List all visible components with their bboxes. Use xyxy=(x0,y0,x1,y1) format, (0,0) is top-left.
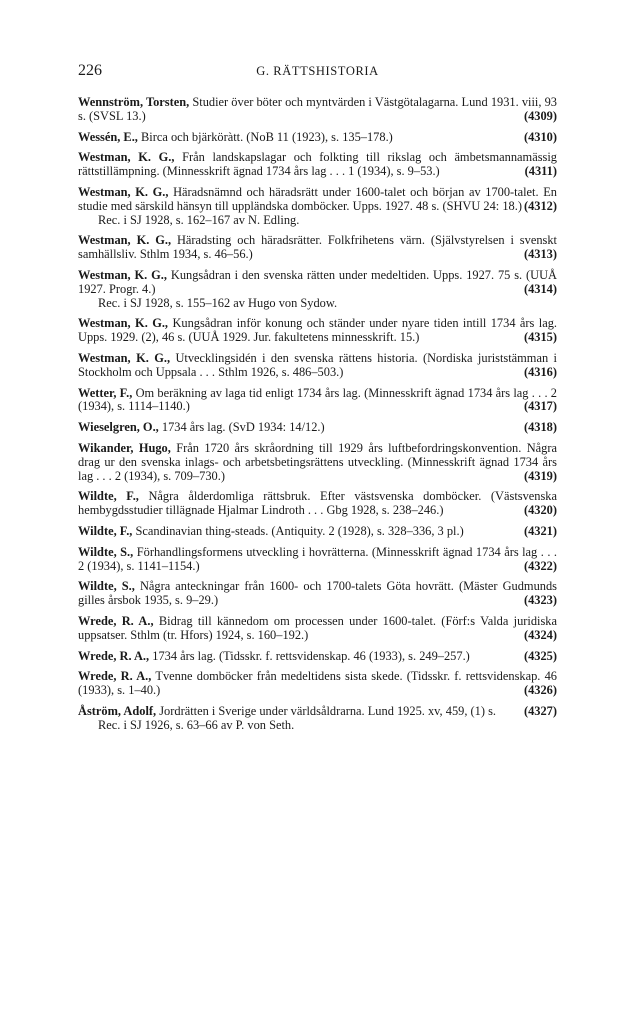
entry-text: Scandinavian thing-steads. (Antiquity. 2 (1928), s. 328–336, 3 pl.) xyxy=(135,523,464,538)
entry-text: 1734 års lag. (Tidsskr. f. rettsvidenskap. 46 (1933), s. 249–257.) xyxy=(152,648,470,663)
entry-author: Westman, K. G., xyxy=(78,233,172,248)
entry-author: Wildte, S., xyxy=(78,544,134,559)
bibliography-entry xyxy=(78,269,557,310)
entry-author: Wikander, Hugo, xyxy=(78,440,171,455)
entry-text: Från 1720 års skråordning till 1929 års luftbefordringskonvention. Några drag ur den svenska inlags- och arbetsbetingsrättens utveckling. (Minnesskrift ägnad 1734 års lag . . . 2 (1934), s. 709–730.) xyxy=(78,440,557,483)
entry-number: (4319) xyxy=(523,468,557,483)
bibliography-entry xyxy=(78,131,557,145)
entry-text: Om beräkning av laga tid enligt 1734 års lag. (Minnesskrift ägnad 1734 års lag . . . 2 (1934), s. 1114–1140.) xyxy=(78,385,557,414)
bibliography-entry xyxy=(78,186,557,227)
bibliography-entry xyxy=(78,442,557,483)
entry-text: Från landskapslagar och folkting till rikslag och ämbetsmannamässig rättstillämpning. (Minnesskrift ägnad 1734 års lag . . . 1 (1934), s. 9–53.) xyxy=(78,150,557,179)
entry-text: Studier över böter och myntvärden i Västgötalagarna. Lund 1931. viii, 93 s. (SVSL 13.) xyxy=(78,95,557,123)
entry-author: Åström, Adolf, xyxy=(78,703,157,718)
entry-number: (4321) xyxy=(523,523,557,538)
entry-author: Wennström, Torsten, xyxy=(78,95,190,109)
entry-number: (4314) xyxy=(523,281,557,296)
bibliography-entry xyxy=(78,421,557,435)
entry-author: Westman, K. G., xyxy=(78,150,175,165)
entry-author: Wrede, R. A., xyxy=(78,669,152,684)
entry-text: Bidrag till kännedom om processen under 1600-talet. (Förf:s Valda juridiska uppsatser. Sthlm (tr. Hfors) 1924, s. 160–192.) xyxy=(78,613,557,642)
entry-author: Wildte, F., xyxy=(78,523,133,538)
page-number: 226 xyxy=(78,62,102,79)
bibliography-list xyxy=(78,96,557,739)
entry-text: 1734 års lag. (SvD 1934: 14/12.) xyxy=(161,420,325,435)
bibliography-entry xyxy=(78,670,557,698)
bibliography-entry xyxy=(78,490,557,518)
bibliography-entry xyxy=(78,151,557,179)
entry-author: Wieselgren, O., xyxy=(78,420,159,435)
entry-text: Förhandlingsformens utveckling i hovrätterna. (Minnesskrift ägnad 1734 års lag . . . 2 (1934), s. 1141–1154.) xyxy=(78,544,557,573)
entry-number: (4316) xyxy=(523,364,557,379)
entry-author: Westman, K. G., xyxy=(78,350,171,365)
entry-text: Häradsting och häradsrätter. Folkfrihetens värn. (Självstyrelsen i svenskt samhällsliv. Sthlm 1934, s. 46–56.) xyxy=(78,233,557,262)
entry-text: Kungsådran i den svenska rätten under medeltiden. Upps. 1927. 75 s. (UUÅ 1927. Progr. 4.) xyxy=(78,267,557,296)
entry-text: Utvecklingsidén i den svenska rättens historia. (Nordiska juriststämman i Stockholm och Uppsala . . . Sthlm 1926, s. 486–503.) xyxy=(78,350,557,379)
bibliography-entry xyxy=(78,317,557,345)
bibliography-entry xyxy=(78,705,557,733)
entry-review: Rec. i SJ 1926, s. 63–66 av P. von Seth. xyxy=(98,717,295,732)
bibliography-entry xyxy=(78,234,557,262)
bibliography-entry xyxy=(78,96,557,124)
entry-number: (4324) xyxy=(523,627,557,642)
entry-text: Tvenne domböcker från medeltidens sista skede. (Tidsskr. f. rettsvidenskap. 46 (1933), s. 1–40.) xyxy=(78,669,557,698)
entry-number: (4309) xyxy=(523,108,557,123)
entry-author: Westman, K. G., xyxy=(78,184,169,199)
entry-number: (4318) xyxy=(523,420,557,435)
entry-number: (4322) xyxy=(523,558,557,573)
bibliography-entry xyxy=(78,580,557,608)
bibliography-entry xyxy=(78,525,557,539)
entry-number: (4311) xyxy=(524,164,557,179)
entry-number: (4323) xyxy=(523,593,557,608)
bibliography-entry xyxy=(78,615,557,643)
entry-text: Kungsådran inför konung och ständer under nyare tiden intill 1734 års lag. Upps. 1929. (2), 46 s. (UUÅ 1929. Jur. fakultetens minnesskrift. 15.) xyxy=(78,316,557,345)
entry-author: Wildte, S., xyxy=(78,579,135,594)
running-head: G. RÄTTSHISTORIA xyxy=(256,64,379,78)
entry-number: (4315) xyxy=(523,330,557,345)
page-header xyxy=(78,62,557,82)
entry-number: (4327) xyxy=(523,703,557,718)
entry-author: Wildte, F., xyxy=(78,489,139,504)
entry-author: Westman, K. G., xyxy=(78,267,167,282)
entry-number: (4325) xyxy=(523,648,557,663)
entry-text: Några ålderdomliga rättsbruk. Efter västsvenska domböcker. (Västsvenska hembygdsstudier tillägnade Hjalmar Lindroth . . . Gbg 1928, s. 238–246.) xyxy=(78,489,557,518)
bibliography-entry xyxy=(78,387,557,415)
entry-number: (4326) xyxy=(523,683,557,698)
entry-review: Rec. i SJ 1928, s. 155–162 av Hugo von Sydow. xyxy=(98,295,338,310)
entry-text: Jordrätten i Sverige under världsåldrarna. Lund 1925. xv, 459, (1) s. xyxy=(159,703,496,718)
entry-number: (4317) xyxy=(523,399,557,414)
entry-text: Några anteckningar från 1600- och 1700-talets Göta hovrätt. (Mäster Gudmunds gilles årsbok 1935, s. 9–29.) xyxy=(78,579,557,608)
entry-author: Wrede, R. A., xyxy=(78,613,154,628)
entry-author: Wetter, F., xyxy=(78,385,133,400)
bibliography-entry xyxy=(78,650,557,664)
entry-number: (4310) xyxy=(523,129,557,144)
entry-number: (4320) xyxy=(523,503,557,518)
entry-author: Wrede, R. A., xyxy=(78,648,150,663)
entry-author: Westman, K. G., xyxy=(78,316,169,331)
entry-review: Rec. i SJ 1928, s. 162–167 av N. Edling. xyxy=(98,212,300,227)
entry-text: Birca och bjärköràtt. (NoB 11 (1923), s. 135–178.) xyxy=(141,129,393,144)
bibliography-entry xyxy=(78,352,557,380)
bibliography-entry xyxy=(78,546,557,574)
entry-text: Häradsnämnd och häradsrätt under 1600-talet och början av 1700-talet. En studie med särskild hänsyn till uppländska domböcker. Upps. 1927. 48 s. (SHVU 24: 18.) xyxy=(78,184,557,213)
entry-number: (4313) xyxy=(523,247,557,262)
entry-number: (4312) xyxy=(523,198,557,213)
entry-author: Wessén, E., xyxy=(78,129,138,144)
